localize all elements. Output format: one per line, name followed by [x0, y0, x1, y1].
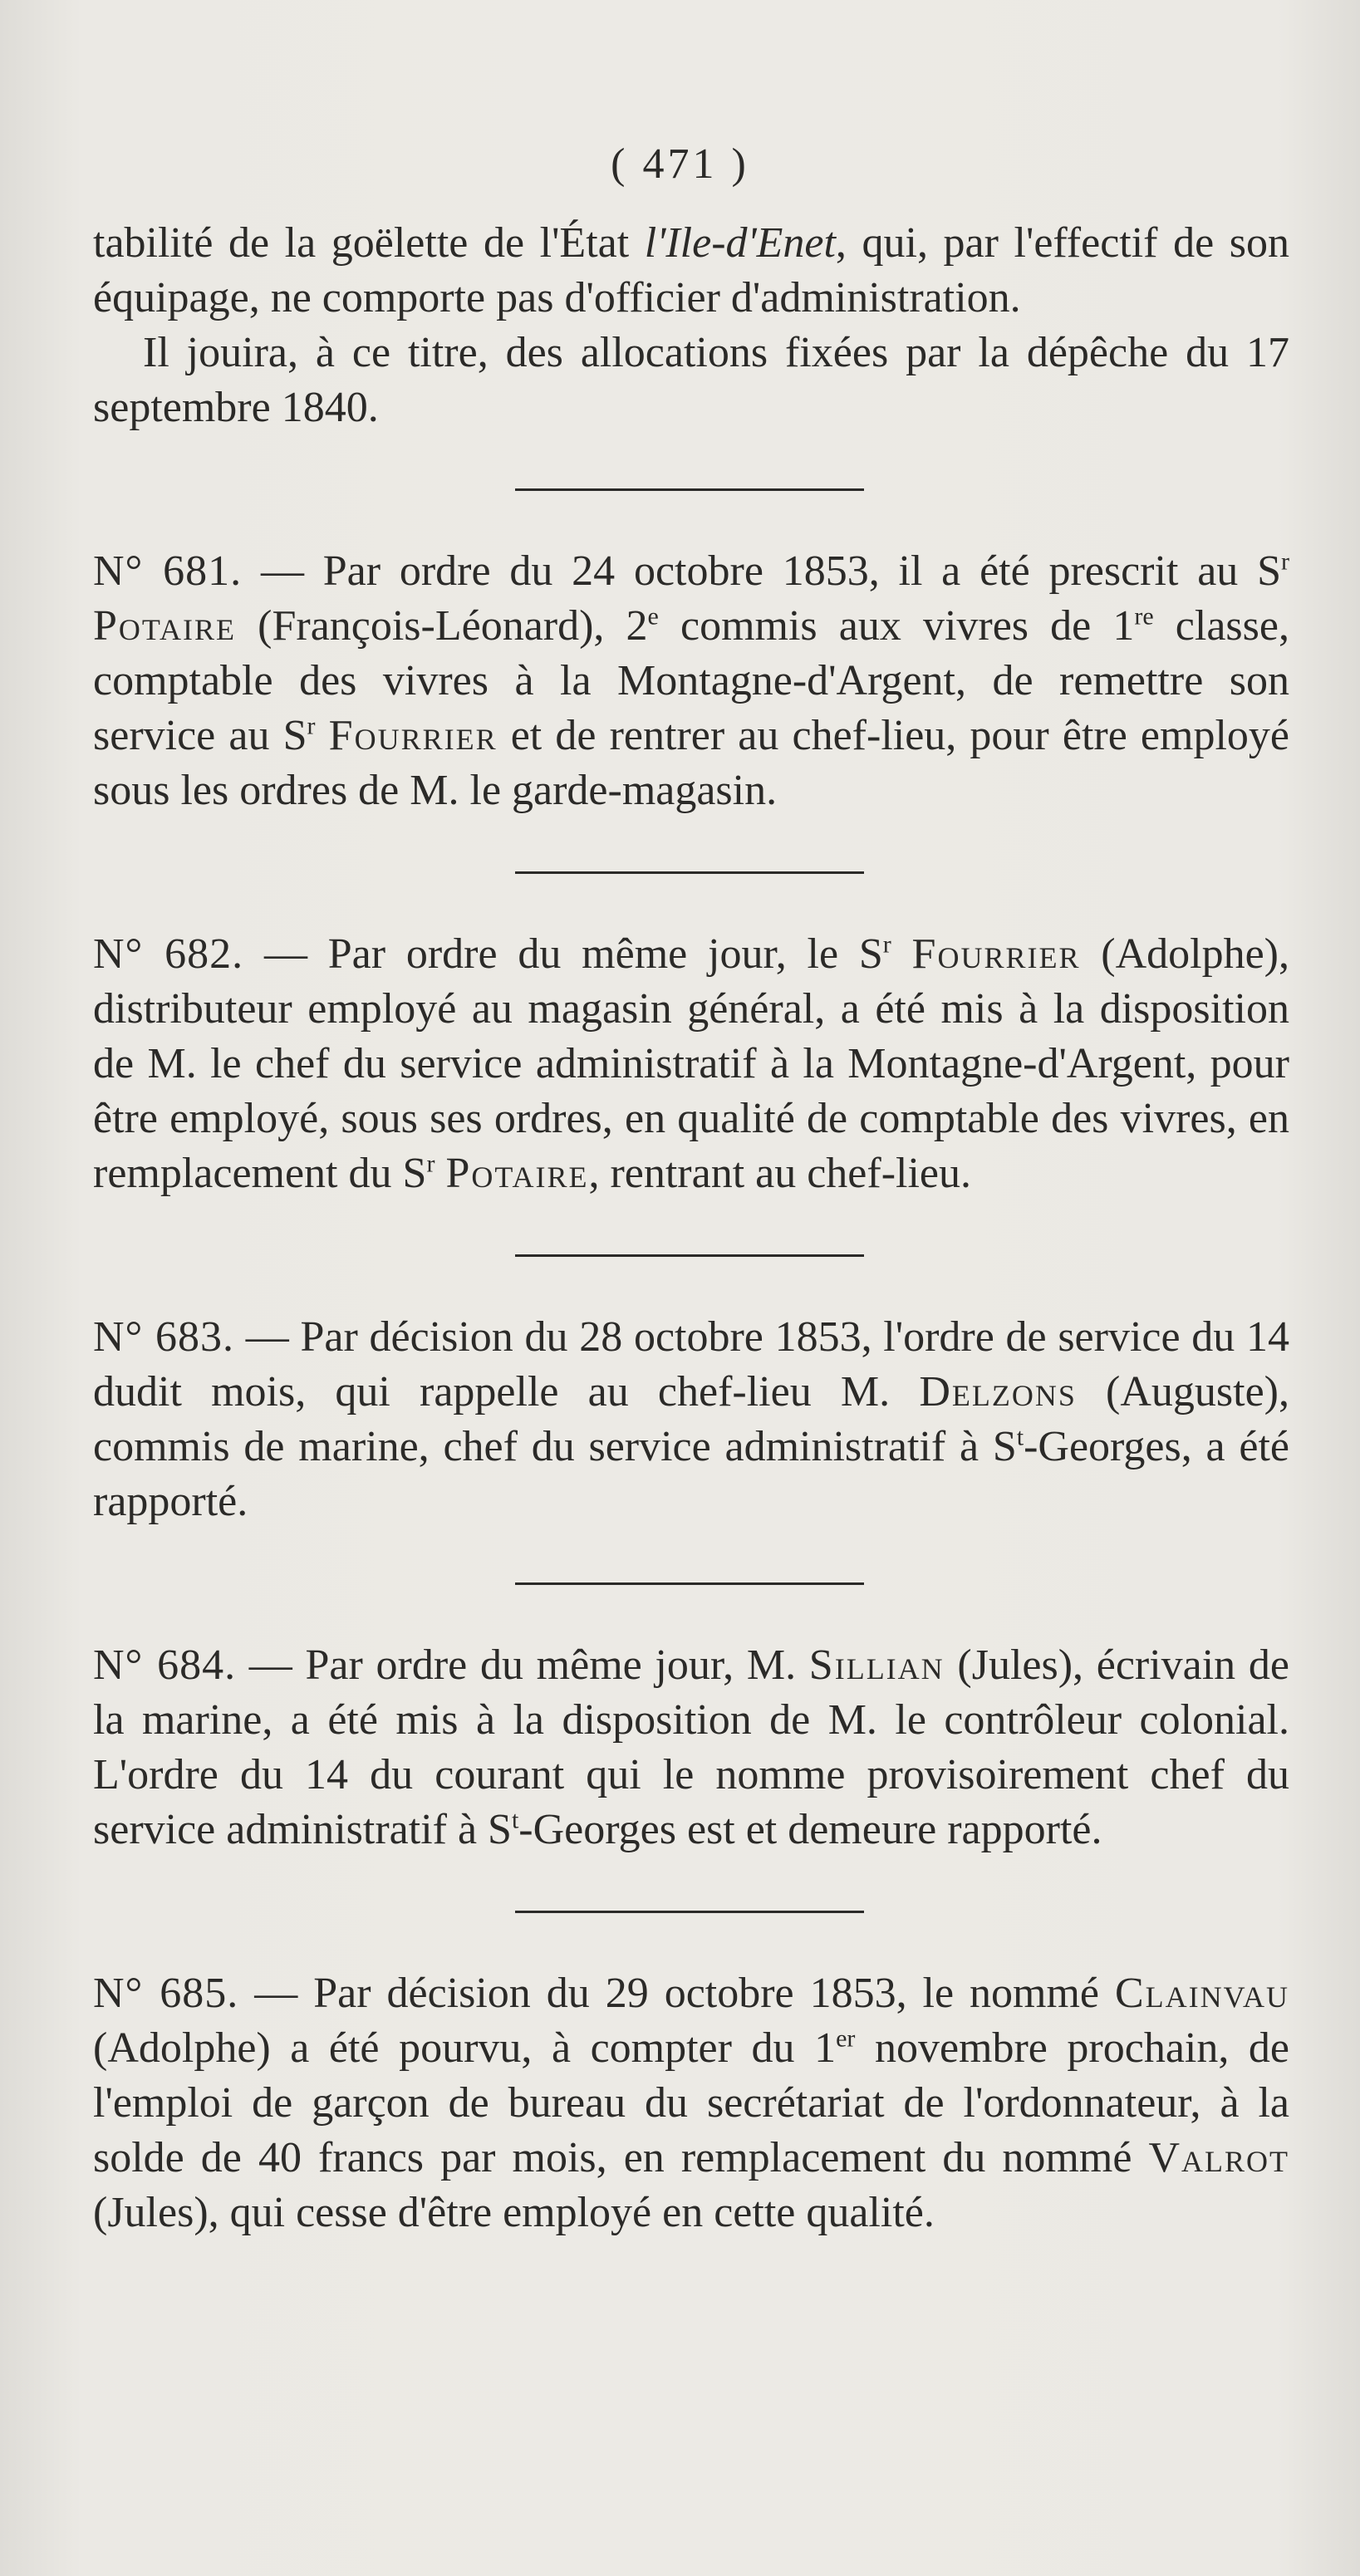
page-number: ( 471 )	[611, 140, 749, 188]
separator-rule	[515, 488, 864, 491]
text-column	[93, 140, 1289, 2240]
person-name: Valrot	[1148, 2134, 1289, 2181]
continued-paragraph: tabilité de la goëlette de l'État l'Ile-d'Enet, qui, par l'effectif de son équipage, ne comporte pas d'officier d'administration.	[93, 219, 1289, 321]
separator-rule	[515, 1254, 864, 1257]
person-name: Delzons	[919, 1368, 1077, 1416]
entry-684: N° 684. — Par ordre du même jour, M. Sillian (Jules), écrivain de la marine, a été mis à la disposition de M. le contrôleur colonial. L'ordre du 14 du courant qui le nomme provisoirement chef du service administratif à $S^t$-Georges est et demeure rapporté.	[93, 1641, 1289, 1853]
person-name: Potaire	[93, 602, 237, 650]
ship-name: l'Ile-d'Enet	[644, 219, 836, 267]
entry-681: N° 681. — Par ordre du 24 octobre 1853, il a été prescrit au $S^r$ Potaire (François-Léonard), 2e commis aux vivres de 1re classe, comptable des vivres à la Montagne-d'Argent, de remettre son service au $S^r$ Fourrier et de rentrer au chef-lieu, pour être employé sous les ordres de M. le garde-magasin.	[93, 547, 1289, 814]
entry-number: N° 684.	[93, 1641, 237, 1689]
entry-number: N° 683.	[93, 1313, 235, 1361]
entry-685: N° 685. — Par décision du 29 octobre 1853, le nommé Clainvau (Adolphe) a été pourvu, à compter du 1er novembre prochain, de l'emploi de garçon de bureau du secrétariat de l'ordonnateur, à la solde de 40 francs par mois, en remplacement du nommé Valrot (Jules), qui cesse d'être employé en cette qualité.	[93, 1970, 1289, 2236]
person-name: Potaire	[445, 1150, 589, 1197]
entry-number: N° 681.	[93, 547, 243, 595]
person-name: Sillian	[808, 1641, 945, 1689]
person-name: Clainvau	[1114, 1970, 1289, 2017]
entry-683: N° 683. — Par décision du 28 octobre 1853, l'ordre de service du 14 dudit mois, qui rappelle au chef-lieu M. Delzons (Auguste), commis de marine, chef du service administratif à $S^t$-Georges, a été rapporté.	[93, 1313, 1289, 1525]
separator-rule	[515, 1911, 864, 1913]
separator-rule	[515, 871, 864, 874]
entry-number: N° 685.	[93, 1970, 239, 2017]
allocation-paragraph: Il jouira, à ce titre, des allocations fixées par la dépêche du 17 septembre 1840.	[93, 329, 1289, 431]
entry-682: N° 682. — Par ordre du même jour, le $S^r$ Fourrier (Adolphe), distributeur employé au magasin général, a été mis à la disposition de M. le chef du service administratif à la Montagne-d'Argent, pour être employé, sous ses ordres, en qualité de comptable des vivres, en remplacement du $S^r$ Potaire, rentrant au chef-lieu.	[93, 930, 1289, 1197]
person-name: Fourrier	[328, 712, 498, 759]
entry-number: N° 682.	[93, 930, 244, 978]
separator-rule	[515, 1582, 864, 1585]
person-name: Fourrier	[911, 930, 1081, 978]
